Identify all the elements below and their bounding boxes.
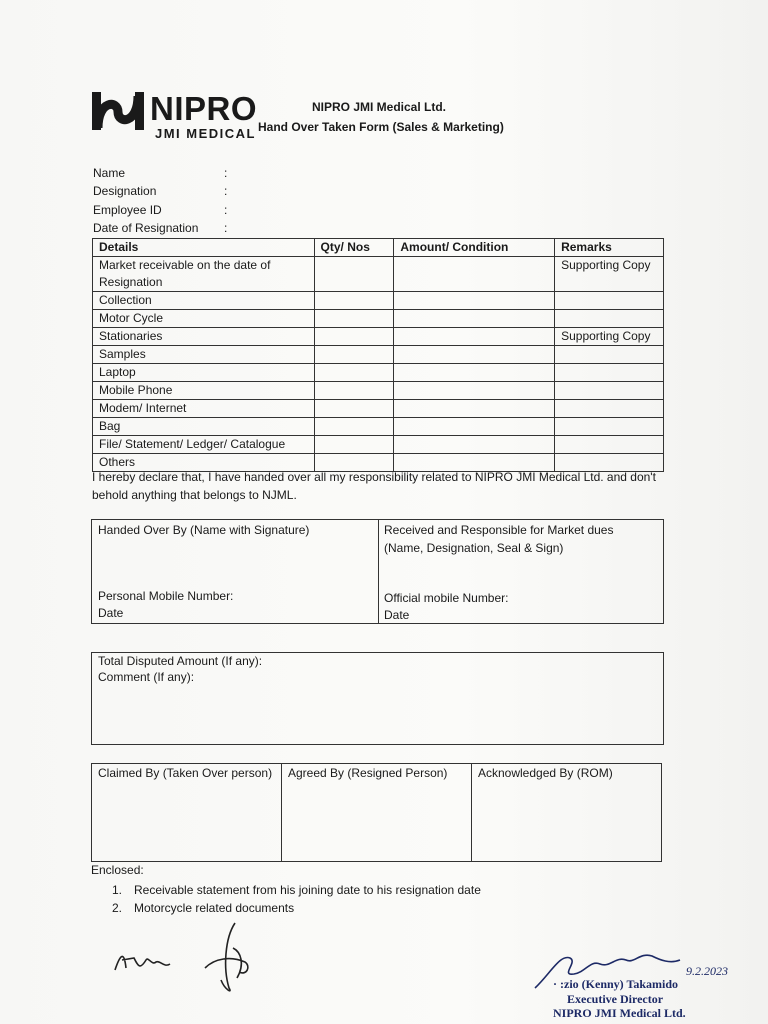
table-row — [93, 346, 664, 364]
cell-amount[interactable] — [394, 382, 555, 400]
cell-remarks — [555, 436, 664, 454]
handover-box — [91, 519, 664, 624]
table-row — [93, 436, 664, 454]
cell-remarks — [555, 418, 664, 436]
cell-remarks — [555, 382, 664, 400]
table-row — [93, 382, 664, 400]
divider — [378, 520, 379, 623]
cell-details: Mobile Phone — [93, 382, 315, 400]
cell-amount[interactable] — [394, 310, 555, 328]
enclosed-item: Motorcycle related documents — [134, 901, 295, 915]
handover-items-table — [92, 238, 664, 472]
col-header-amount: Amount/ Condition — [394, 239, 555, 257]
table-row — [93, 292, 664, 310]
dispute-box — [91, 652, 664, 745]
table-header-row — [93, 239, 664, 257]
claim-box — [91, 763, 662, 862]
declaration-text: I hereby declare that, I have handed over all my responsibility related to NIPRO JMI Medical Ltd. and don't behold anything that belongs to NJML. — [92, 470, 656, 502]
cell-details: Others — [93, 454, 315, 472]
cell-amount[interactable] — [394, 364, 555, 382]
cell-remarks — [555, 400, 664, 418]
cell-qty[interactable] — [314, 400, 394, 418]
director-name: · :zio (Kenny) Takamido — [553, 977, 679, 991]
cell-amount[interactable] — [394, 346, 555, 364]
enclosed-num: 2. — [112, 901, 123, 915]
cell-details: Modem/ Internet — [93, 400, 315, 418]
middle-signature-icon — [195, 918, 265, 998]
cell-amount[interactable] — [394, 436, 555, 454]
disputed-amount-label: Total Disputed Amount (If any): — [98, 654, 263, 668]
director-company: NIPRO JMI Medical Ltd. — [553, 1006, 686, 1020]
col-header-qty: Qty/ Nos — [314, 239, 394, 257]
received-by-sublabel: (Name, Designation, Seal & Sign) — [384, 541, 564, 555]
cell-qty[interactable] — [314, 346, 394, 364]
enclosed-item: Receivable statement from his joining date to his resignation date — [134, 883, 481, 897]
cell-qty[interactable] — [314, 328, 394, 346]
cell-remarks — [555, 310, 664, 328]
field-employee-id-label: Employee ID — [93, 203, 162, 217]
claimed-by-label: Claimed By (Taken Over person) — [98, 766, 273, 780]
cell-amount[interactable] — [394, 292, 555, 310]
cell-qty[interactable] — [314, 382, 394, 400]
cell-remarks — [555, 364, 664, 382]
table-row — [93, 328, 664, 346]
cell-qty[interactable] — [314, 310, 394, 328]
director-title: Executive Director — [567, 992, 664, 1006]
left-signature-icon — [110, 940, 180, 980]
cell-remarks: Supporting Copy — [555, 328, 664, 346]
received-date-label: Date — [384, 608, 410, 622]
divider — [281, 764, 282, 861]
col-header-details: Details — [93, 239, 315, 257]
cell-details: Stationaries — [93, 328, 315, 346]
agreed-by-label: Agreed By (Resigned Person) — [288, 766, 448, 780]
cell-amount[interactable] — [394, 418, 555, 436]
cell-qty[interactable] — [314, 436, 394, 454]
enclosed-title: Enclosed: — [91, 863, 144, 877]
cell-amount[interactable] — [394, 328, 555, 346]
cell-qty[interactable] — [314, 292, 394, 310]
cell-amount[interactable] — [394, 400, 555, 418]
company-name: NIPRO JMI Medical Ltd. — [312, 100, 447, 114]
field-colon: : — [224, 184, 228, 198]
table-row — [93, 364, 664, 382]
cell-details: File/ Statement/ Ledger/ Catalogue — [93, 436, 315, 454]
cell-qty[interactable] — [314, 364, 394, 382]
field-colon: : — [224, 221, 228, 235]
cell-details: Bag — [93, 418, 315, 436]
personal-mobile-label: Personal Mobile Number: — [98, 589, 234, 603]
cell-amount[interactable] — [394, 257, 555, 292]
field-resignation-date-label: Date of Resignation — [93, 221, 199, 235]
field-colon: : — [224, 203, 228, 217]
cell-remarks: Supporting Copy — [555, 257, 664, 292]
cell-details: Market receivable on the date of Resignation — [93, 257, 315, 292]
divider — [471, 764, 472, 861]
nipro-logo-icon — [90, 88, 146, 134]
logo-wordmark: NIPRO — [150, 90, 258, 127]
cell-qty[interactable] — [314, 257, 394, 292]
cell-remarks — [555, 346, 664, 364]
cell-details: Laptop — [93, 364, 315, 382]
table-row — [93, 310, 664, 328]
field-designation-label: Designation — [93, 184, 157, 198]
logo-subtitle: JMI MEDICAL — [155, 126, 256, 141]
table-row — [93, 400, 664, 418]
field-colon: : — [224, 166, 228, 180]
cell-details: Collection — [93, 292, 315, 310]
field-name-label: Name — [93, 166, 126, 180]
comment-label: Comment (If any): — [98, 670, 195, 684]
form-title: Hand Over Taken Form (Sales & Marketing) — [258, 120, 504, 134]
table-row — [93, 418, 664, 436]
handover-date-label: Date — [98, 606, 124, 620]
official-mobile-label: Official mobile Number: — [384, 591, 509, 605]
received-by-label: Received and Responsible for Market dues — [384, 523, 614, 537]
acknowledged-by-label: Acknowledged By (ROM) — [478, 766, 613, 780]
enclosed-num: 1. — [112, 883, 123, 897]
cell-details: Motor Cycle — [93, 310, 315, 328]
table-row — [93, 257, 664, 292]
cell-qty[interactable] — [314, 418, 394, 436]
cell-details: Samples — [93, 346, 315, 364]
col-header-remarks: Remarks — [555, 239, 664, 257]
handed-over-by-label: Handed Over By (Name with Signature) — [98, 523, 310, 537]
cell-remarks — [555, 292, 664, 310]
handwritten-date: 9.2.2023 — [686, 964, 728, 978]
